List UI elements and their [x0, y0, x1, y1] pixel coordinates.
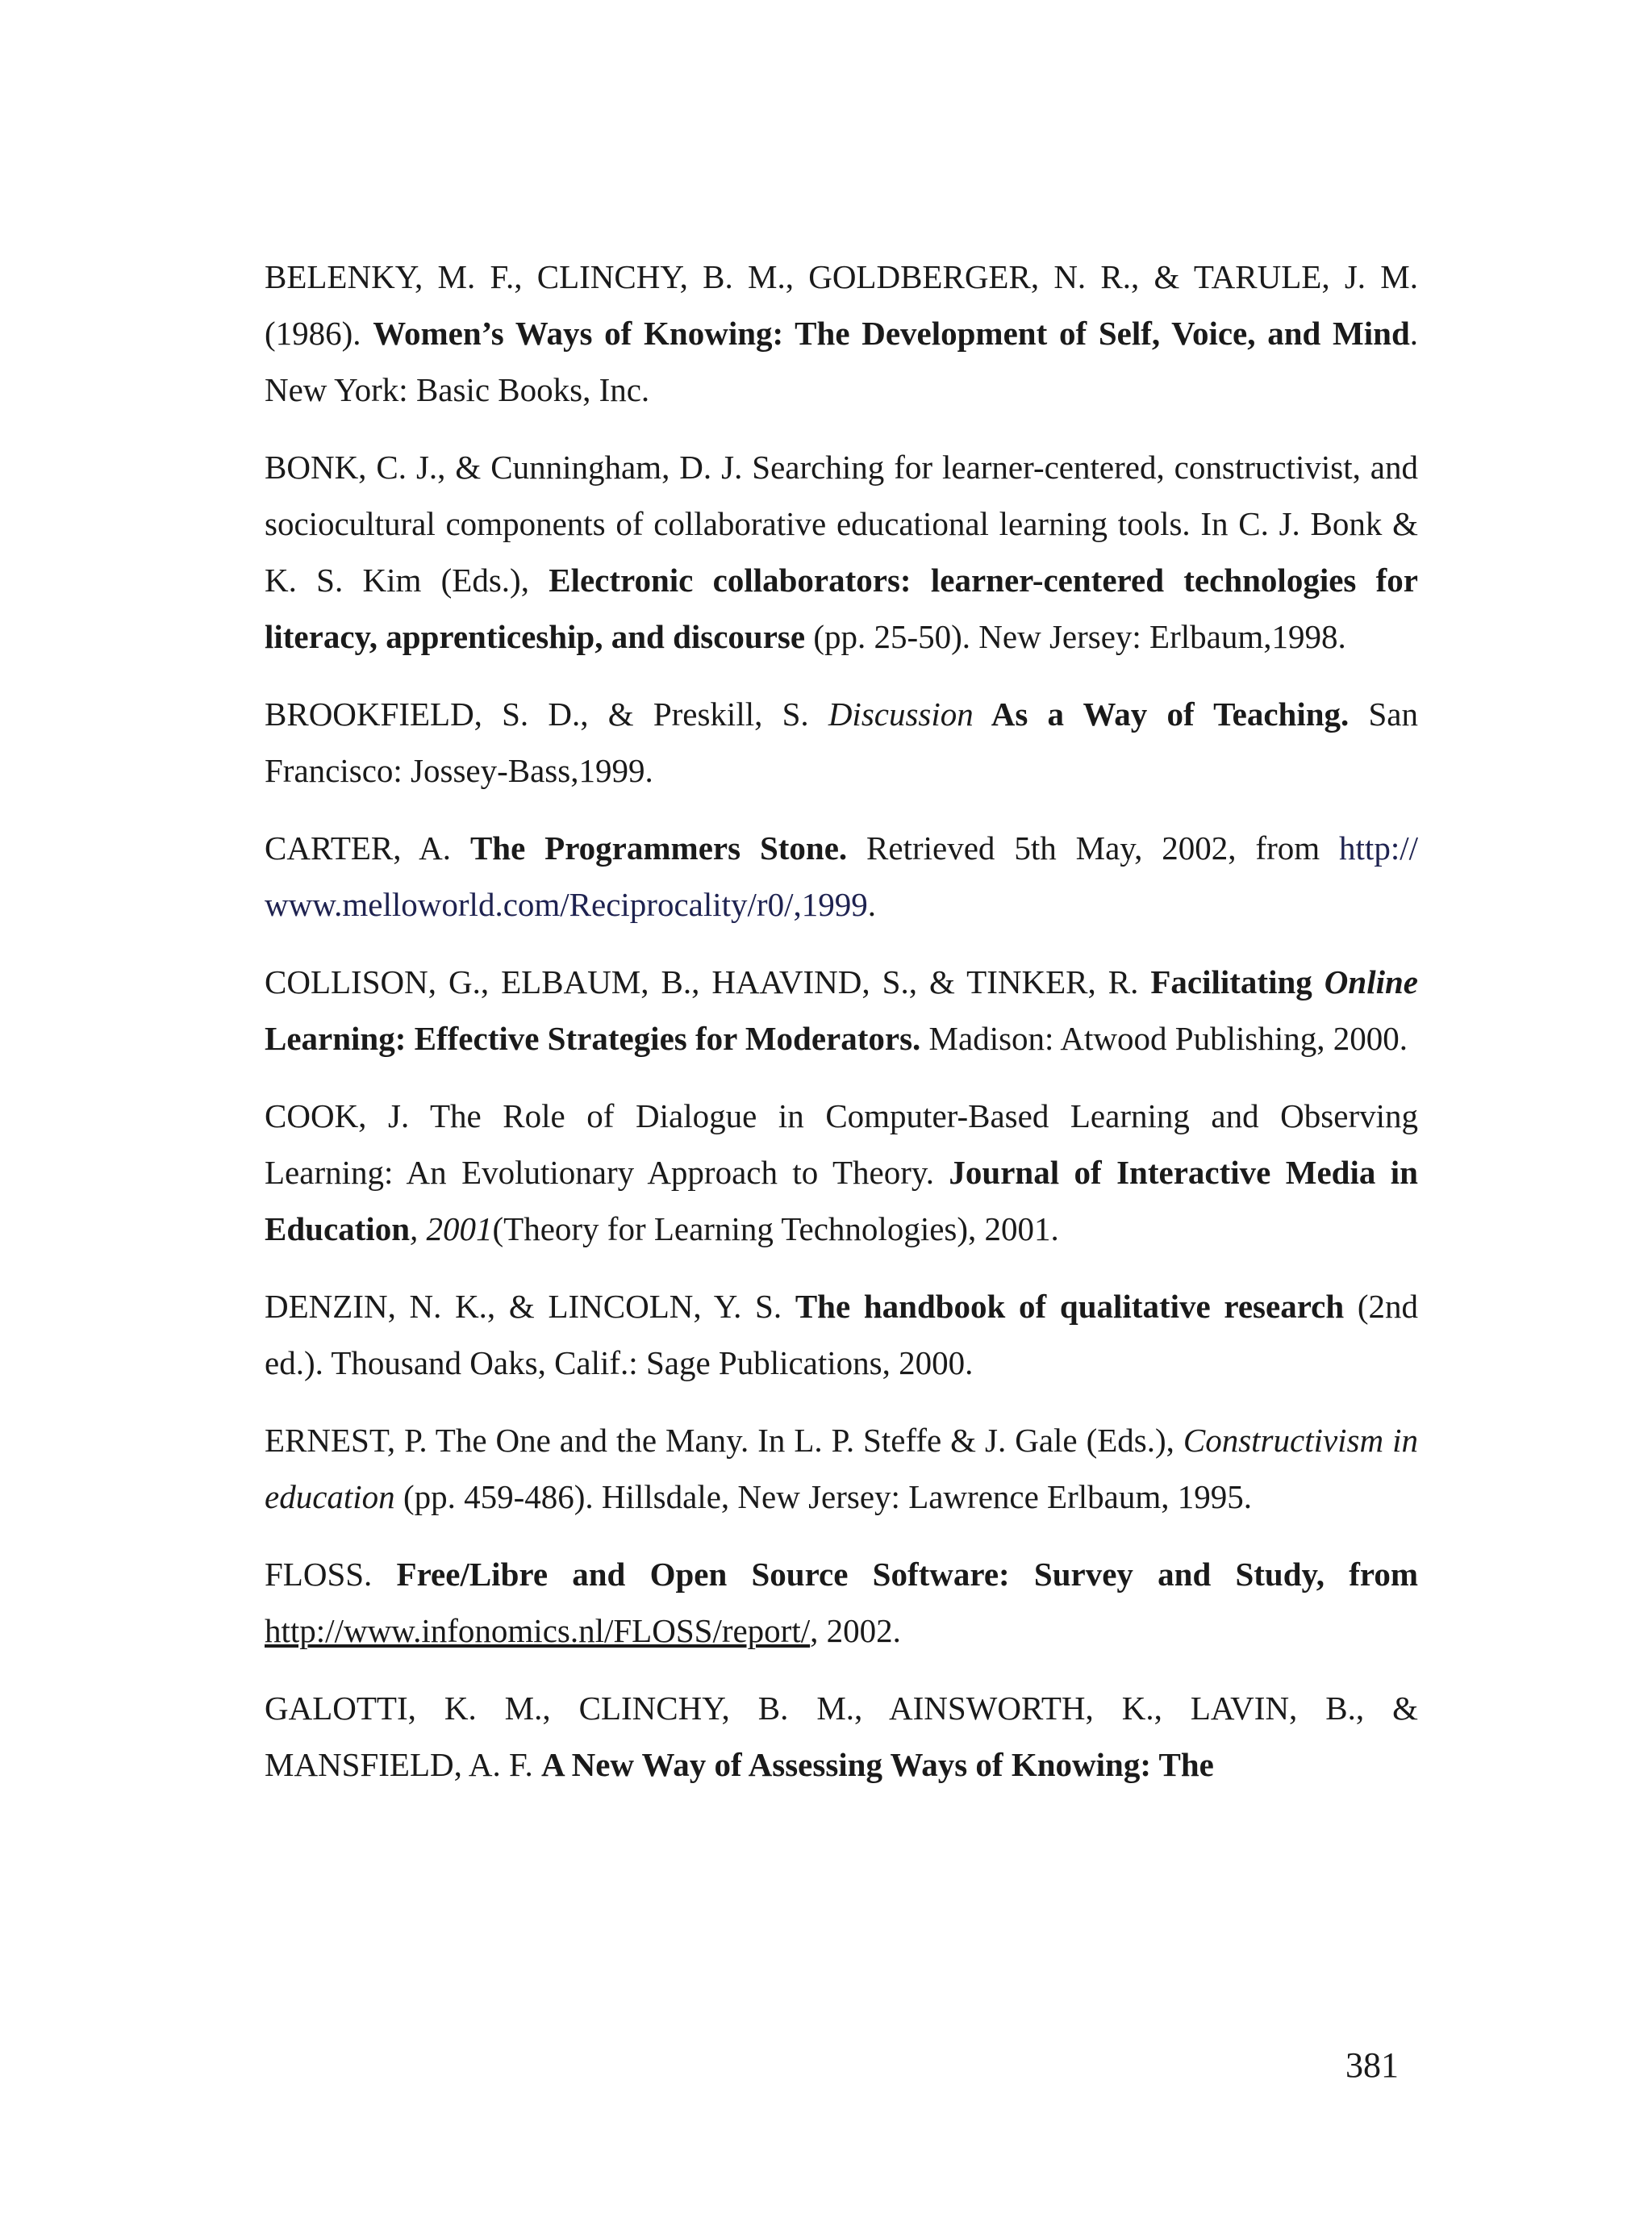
reference-text: BROOKFIELD, S. D., & Preskill, S.	[265, 696, 828, 733]
reference-italic: Discussion	[828, 696, 974, 733]
reference-carter	[265, 820, 1418, 933]
reference-list	[265, 249, 1418, 1814]
reference-link[interactable]: http:// www.melloworld.com/Reciprocality/r0/,1999	[265, 829, 1418, 923]
reference-title: Electronic collaborators: learner-centered technologies for literacy, apprenticeship, and discourse	[265, 562, 1418, 655]
reference-link[interactable]: http://www.infonomics.nl/FLOSS/report/	[265, 1612, 811, 1649]
reference-text: CARTER, A.	[265, 829, 470, 867]
reference-italic: Constructivism in education	[265, 1422, 1418, 1515]
reference-text: (Theory for Learning Technologies), 2001.	[492, 1210, 1059, 1247]
reference-title-italic: Online	[1324, 963, 1418, 1000]
reference-text: (2nd ed.). Thousand Oaks, Calif.: Sage Publications, 2000.	[265, 1288, 1419, 1381]
reference-title: Free/Libre and Open Source Software: Survey and Study, from	[396, 1556, 1419, 1593]
reference-text: COLLISON, G., ELBAUM, B., HAAVIND, S., & TINKER, R.	[265, 963, 1151, 1000]
reference-title: The handbook of qualitative research	[795, 1288, 1345, 1325]
reference-text: , 2002.	[810, 1612, 901, 1649]
reference-text: DENZIN, N. K., & LINCOLN, Y. S.	[265, 1288, 795, 1325]
reference-text: Madison: Atwood Publishing, 2000.	[920, 1020, 1408, 1057]
reference-text: BONK, C. J., & Cunningham, D. J. Searching for learner-centered, constructivist, and sociocultural components of collaborative educational learning tools. In C. J. Bonk & K. S. Kim (Eds.),	[265, 449, 1418, 599]
reference-brookfield	[265, 686, 1418, 799]
reference-text: GALOTTI, K. M., CLINCHY, B. M., AINSWORTH, K., LAVIN, B., & MANSFIELD, A. F.	[265, 1690, 1418, 1783]
reference-title: The Programmers Stone.	[469, 829, 848, 867]
reference-italic: , 2001	[410, 1210, 493, 1247]
reference-text: (pp. 459-486). Hillsdale, New Jersey: Lawrence Erlbaum, 1995.	[394, 1478, 1252, 1515]
reference-text: COOK, J. The Role of Dialogue in Computer-Based Learning and Observing Learning: An Evolutionary Approach to Theory.	[265, 1097, 1418, 1191]
reference-text: FLOSS.	[265, 1556, 397, 1593]
reference-text: BELENKY, M. F., CLINCHY, B. M., GOLDBERGER, N. R., & TARULE, J. M. (1986).	[265, 258, 1418, 352]
reference-title: Journal of Interactive Media in Education	[265, 1154, 1418, 1247]
reference-title: As a Way of Teaching.	[973, 696, 1350, 733]
reference-title: Women’s Ways of Knowing: The Development of Self, Voice, and Mind	[373, 315, 1410, 352]
reference-text: Retrieved 5th May, 2002, from	[847, 829, 1340, 867]
reference-text: . New York: Basic Books, Inc.	[265, 315, 1418, 408]
page-number: 381	[1345, 2045, 1399, 2085]
reference-title: Learning: Effective Strategies for Moderators.	[265, 1020, 921, 1057]
reference-bonk	[265, 439, 1418, 665]
reference-title: Facilitating	[1150, 963, 1325, 1000]
reference-text: ERNEST, P. The One and the Many. In L. P. Steffe & J. Gale (Eds.),	[265, 1422, 1183, 1459]
reference-cook	[265, 1088, 1418, 1257]
reference-text: San Francisco: Jossey-Bass,1999.	[265, 696, 1419, 789]
reference-floss	[265, 1546, 1418, 1659]
reference-galotti	[265, 1680, 1418, 1793]
reference-text: (pp. 25-50). New Jersey: Erlbaum,1998.	[805, 618, 1346, 655]
reference-belenky	[265, 249, 1418, 418]
reference-text: .	[867, 886, 876, 923]
reference-collison	[265, 954, 1418, 1067]
reference-denzin	[265, 1278, 1418, 1391]
reference-title: A New Way of Assessing Ways of Knowing: The	[541, 1746, 1214, 1783]
reference-ernest	[265, 1412, 1418, 1525]
